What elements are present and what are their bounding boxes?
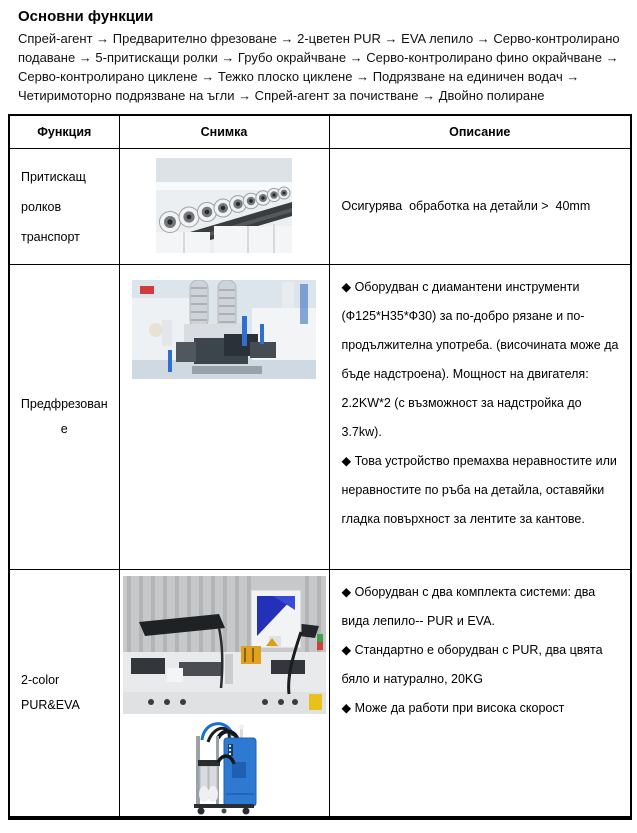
photo-cell xyxy=(119,570,329,819)
page-title: Основни функции xyxy=(18,8,154,25)
table-row xyxy=(9,570,631,819)
description-bullet: ◆ Оборудван с диамантени инструменти (Ф125*H35*Ф30) за по-добро рязане и по-продължителна употреба. (височината може да бъде надстроена). Мощност на двигателя: 2.2KW*2 (с възможност за надстройка до 3.7kw). xyxy=(341,280,622,439)
function-name: Притискащ ролков транспорт xyxy=(9,149,119,265)
pre-milling-unit-photo xyxy=(132,280,316,379)
document-page xyxy=(0,8,637,833)
description-cell xyxy=(329,149,631,265)
table-row xyxy=(9,149,631,265)
pur-glue-unit-photo xyxy=(188,716,261,816)
function-name: 2-color PUR&EVA xyxy=(9,570,119,819)
edgebander-machine-photo xyxy=(123,576,326,714)
function-name: Предфрезоване xyxy=(9,265,119,570)
description-bullet: ◆ Оборудван с два комплекта системи: два вида лепило-- PUR и EVA. xyxy=(341,585,599,628)
description-cell xyxy=(329,570,631,819)
column-header-photo: Снимка xyxy=(119,115,329,149)
table-header-row xyxy=(9,115,631,149)
pressure-roller-conveyor-photo xyxy=(156,158,292,253)
table-row xyxy=(9,265,631,570)
description-text: Осигурява обработка на детайли > 40mm xyxy=(341,199,591,213)
column-header-description: Описание xyxy=(329,115,631,149)
description-bullet: ◆ Може да работи при висока скорост xyxy=(341,701,565,715)
photo-cell xyxy=(119,149,329,265)
functions-table xyxy=(8,114,632,820)
column-header-function: Функция xyxy=(9,115,119,149)
photo-cell xyxy=(119,265,329,570)
description-cell xyxy=(329,265,631,570)
description-bullet: ◆ Това устройство премахва неравностите или неравностите по ръба на детайла, оставяйки гладка повърхност за лентите за кантове. xyxy=(341,454,621,526)
description-bullet: ◆ Стандартно е оборудван с PUR, два цвята бяло и натурално, 20KG xyxy=(341,643,607,686)
process-flow-paragraph: Спрей-агент → Предварително фрезоване → 2-цветен PUR → EVA лепило → Серво-контролирано подаване → 5-притискащи ролки → Грубо окрайчване → Серво-контролирано фино окрайчване → Серво-контролирано циклене → Тежко плоско циклене → Подрязване на единичен водач → Четиримоторно подрязване на ъгли → Спрей-агент за почистване → Двойно полиране xyxy=(18,31,620,103)
